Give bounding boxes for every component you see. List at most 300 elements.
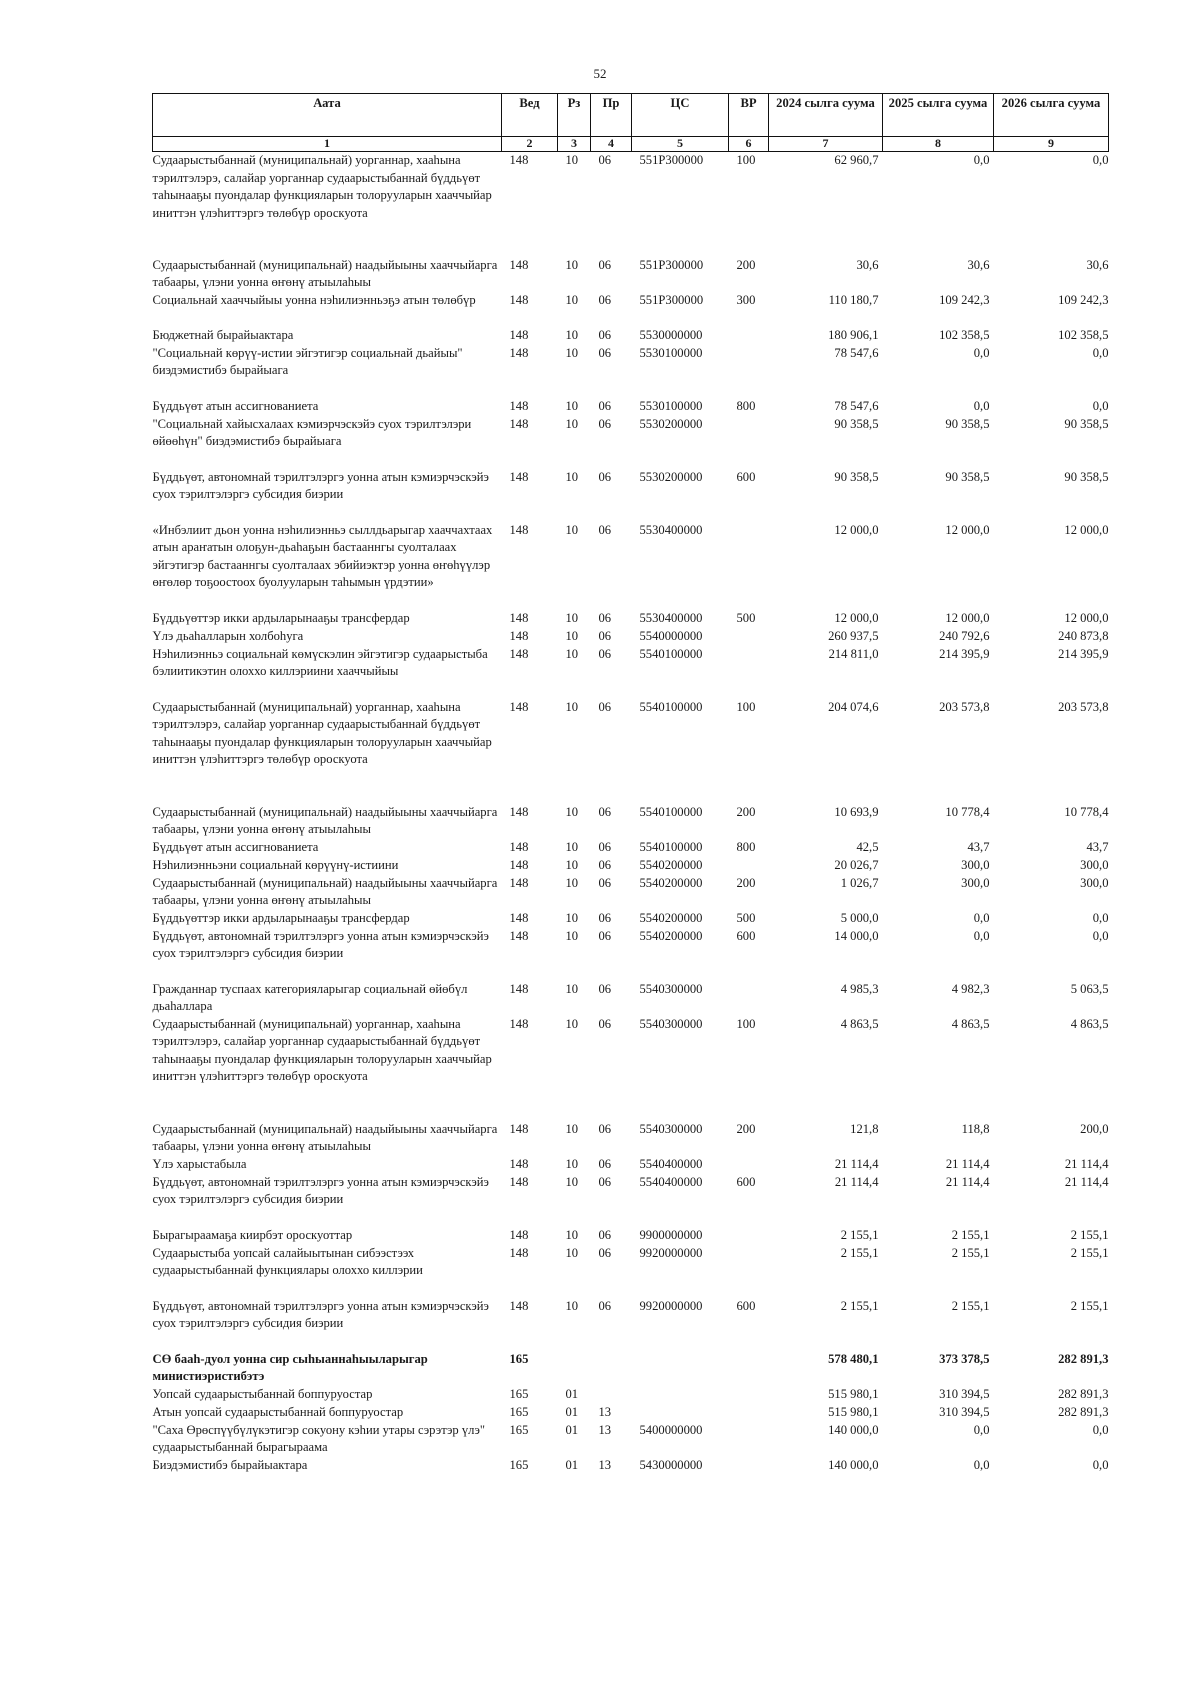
row-cs-cell: 551P300000 [639, 257, 704, 272]
row-cs-cell: 551P300000 [639, 292, 704, 307]
row-rz-cell: 10 [565, 1174, 579, 1189]
row-2025-cell: 2 155,1 [951, 1245, 990, 1260]
row-2025-cell: 373 378,5 [939, 1351, 990, 1366]
page-number: 52 [593, 66, 607, 81]
row-rz-cell: 10 [565, 1227, 579, 1242]
row-vr-cell: 100 [736, 153, 756, 167]
row-rz-cell: 10 [565, 981, 579, 996]
row-2026-cell: 282 891,3 [1058, 1351, 1109, 1366]
row-2025-cell: 21 114,4 [945, 1174, 990, 1189]
row-pr-cell: 06 [598, 857, 612, 872]
row-ved-cell: 148 [509, 1121, 529, 1136]
row-rz-cell: 10 [565, 628, 579, 643]
row-rz-cell: 10 [565, 699, 579, 714]
row-vr-cell [729, 1156, 769, 1174]
row-2024-cell: 2 155,1 [840, 1227, 879, 1242]
row-2024-cell: 10 693,9 [834, 804, 879, 819]
row-2025-cell: 90 358,5 [945, 469, 990, 484]
table-row [153, 981, 1109, 1016]
row-cs-cell: 5540200000 [639, 928, 703, 943]
row-ved-cell: 165 [509, 1457, 529, 1472]
row-name-cell: Үлэ дьаһалларын холбоһуга [152, 628, 304, 643]
table-row [153, 1457, 1109, 1475]
row-cs-cell: 5540300000 [639, 981, 703, 996]
row-2026-cell: 12 000,0 [1064, 522, 1109, 537]
row-rz-cell: 10 [565, 1245, 579, 1260]
row-rz-cell: 10 [565, 345, 579, 360]
row-vr-cell [729, 327, 769, 345]
row-name-cell: Судаарыстыбаннай (муниципальнай) уорганнар, хааһына тэрилтэлэрэ, салайар уорганнар судаарыстыбаннай бүддьүөт таһынааҕы пуондалар функцияларын толорууларын хааччыйар иниттэн үлэһиттэргэ төлөбүр ороскуота [152, 699, 492, 766]
row-2024-cell: 78 547,6 [834, 398, 879, 413]
row-name-cell: Судаарыстыбаннай (муниципальнай) наадыйыыны хааччыйарга табаары, үлэни уонна өҥөнү атыылаһыы [152, 257, 498, 289]
row-ved-cell: 148 [509, 1016, 529, 1031]
row-2024-cell: 204 074,6 [828, 699, 879, 714]
row-rz-cell: 10 [565, 1298, 579, 1313]
row-ved-cell: 148 [509, 257, 529, 272]
budget-table-sheet [152, 93, 1108, 1475]
row-pr-cell: 06 [598, 699, 612, 714]
table-row [153, 292, 1109, 327]
row-vr-cell: 600 [736, 1174, 756, 1189]
row-2025-cell: 12 000,0 [945, 522, 990, 537]
table-row [153, 1227, 1109, 1245]
row-vr-cell [729, 646, 769, 699]
row-rz-cell: 10 [565, 857, 579, 872]
row-ved-cell: 148 [509, 1227, 529, 1242]
row-cs-cell: 5540100000 [639, 646, 703, 661]
row-ved-cell: 165 [509, 1422, 529, 1437]
row-2024-cell: 90 358,5 [834, 416, 879, 431]
row-cs-cell: 5530100000 [639, 398, 703, 413]
budget-table [152, 93, 1109, 1475]
table-row [153, 416, 1109, 469]
row-ved-cell: 148 [509, 469, 529, 484]
row-vr-cell: 100 [736, 699, 756, 714]
row-2025-cell: 43,7 [967, 839, 990, 854]
row-2024-cell: 1 026,7 [840, 875, 879, 890]
row-2024-cell: 260 937,5 [828, 628, 879, 643]
row-2025-cell: 0,0 [973, 153, 990, 167]
row-rz-cell: 10 [565, 416, 579, 431]
row-vr-cell: 200 [736, 804, 756, 819]
row-2026-cell: 2 155,1 [1070, 1298, 1109, 1313]
row-ved-cell: 148 [509, 610, 529, 625]
row-2025-cell: 300,0 [961, 875, 990, 890]
table-row [153, 522, 1109, 610]
row-2024-cell: 78 547,6 [834, 345, 879, 360]
row-pr-cell: 06 [598, 469, 612, 484]
table-row [153, 1121, 1109, 1156]
row-name-cell: Гражданнар туспаах категорияларыгар социальнай өйөбүл дьаһаллара [152, 981, 468, 1013]
row-2024-cell: 12 000,0 [834, 522, 879, 537]
row-2025-cell: 102 358,5 [939, 327, 990, 342]
row-pr-cell: 06 [598, 153, 612, 167]
row-name-cell: Бүддьүөт атын ассигнованиета [152, 398, 319, 413]
row-2025-cell: 310 394,5 [939, 1386, 990, 1401]
row-2026-cell: 0,0 [1092, 398, 1109, 413]
row-cs-cell: 551P300000 [639, 153, 704, 167]
row-2024-cell: 4 985,3 [840, 981, 879, 996]
row-ved-cell: 148 [509, 1156, 529, 1171]
header-cs: ЦС [632, 94, 729, 137]
row-2026-cell: 300,0 [1080, 875, 1109, 890]
table-row [153, 1245, 1109, 1298]
row-vr-cell: 600 [736, 928, 756, 943]
row-vr-cell [729, 1245, 769, 1298]
row-name-cell: Бүддьүөттэр икки ардыларынааҕы трансфердар [152, 910, 410, 925]
row-name-cell: Нэһилиэнньэ социальнай көмүскэлин эйгэтигэр судаарыстыба бэлиитикэтин олоххо киллэриини хааччыйыы [152, 646, 488, 678]
row-pr-cell: 06 [598, 398, 612, 413]
row-2024-cell: 30,6 [856, 257, 879, 272]
row-pr-cell: 06 [598, 1174, 612, 1189]
row-cs-cell: 5540100000 [639, 699, 703, 714]
row-pr-cell: 06 [598, 292, 612, 307]
table-row [153, 610, 1109, 628]
row-cs-cell: 5430000000 [639, 1457, 703, 1472]
row-2025-cell: 4 863,5 [951, 1016, 990, 1031]
row-name-cell: Бүддьүөт, автономнай тэрилтэлэргэ уонна атын кэмиэрчэскэйэ суох тэрилтэлэргэ субсидия биэрии [152, 928, 489, 960]
row-2025-cell: 0,0 [973, 1457, 990, 1472]
row-cs-cell [632, 1404, 729, 1422]
row-pr-cell: 13 [598, 1404, 612, 1419]
column-number: 2 [502, 137, 558, 152]
row-2026-cell: 0,0 [1092, 345, 1109, 360]
row-name-cell: Бүддьүөт, автономнай тэрилтэлэргэ уонна атын кэмиэрчэскэйэ суох тэрилтэлэргэ субсидия биэрии [152, 469, 489, 501]
row-2026-cell: 4 863,5 [1070, 1016, 1109, 1031]
row-vr-cell [729, 522, 769, 610]
row-2026-cell: 109 242,3 [1058, 292, 1109, 307]
row-rz-cell: 01 [565, 1386, 579, 1401]
row-2024-cell: 180 906,1 [828, 327, 879, 342]
row-2025-cell: 0,0 [973, 398, 990, 413]
row-2024-cell: 110 180,7 [828, 292, 879, 307]
table-row [153, 345, 1109, 398]
table-row [153, 1174, 1109, 1227]
row-ved-cell: 148 [509, 1245, 529, 1260]
row-2026-cell: 5 063,5 [1070, 981, 1109, 996]
row-rz-cell: 10 [565, 398, 579, 413]
row-2024-cell: 140 000,0 [828, 1422, 879, 1437]
row-cs-cell: 5540300000 [639, 1016, 703, 1031]
column-number: 1 [153, 137, 502, 152]
row-2025-cell: 0,0 [973, 1422, 990, 1437]
row-cs-cell: 5530400000 [639, 522, 703, 537]
row-pr-cell: 06 [598, 345, 612, 360]
table-header [153, 94, 1109, 152]
row-rz-cell [558, 1351, 591, 1386]
column-number: 3 [558, 137, 591, 152]
header-pr: Пр [591, 94, 632, 137]
row-rz-cell: 10 [565, 327, 579, 342]
row-ved-cell: 148 [509, 839, 529, 854]
row-name-cell: Биэдэмистибэ бырайыактара [152, 1457, 308, 1472]
row-pr-cell: 06 [598, 327, 612, 342]
row-vr-cell: 300 [736, 292, 756, 307]
row-2025-cell: 118,8 [961, 1121, 990, 1136]
row-pr-cell: 06 [598, 1227, 612, 1242]
row-pr-cell: 06 [598, 804, 612, 819]
row-2025-cell: 203 573,8 [939, 699, 990, 714]
row-vr-cell: 200 [736, 257, 756, 272]
row-2025-cell: 300,0 [961, 857, 990, 872]
table-row [153, 646, 1109, 699]
column-number: 4 [591, 137, 632, 152]
table-row [153, 699, 1109, 804]
row-ved-cell: 148 [509, 928, 529, 943]
row-ved-cell: 148 [509, 804, 529, 819]
row-cs-cell: 5530400000 [639, 610, 703, 625]
row-pr-cell: 06 [598, 1156, 612, 1171]
row-name-cell: Бүддьүөттэр икки ардыларынааҕы трансфердар [152, 610, 410, 625]
row-2024-cell: 578 480,1 [828, 1351, 879, 1366]
row-ved-cell: 148 [509, 910, 529, 925]
row-cs-cell: 9900000000 [639, 1227, 703, 1242]
table-row [153, 327, 1109, 345]
column-number: 9 [994, 137, 1109, 152]
row-ved-cell: 148 [509, 522, 529, 537]
row-vr-cell [729, 1351, 769, 1386]
row-cs-cell: 5400000000 [639, 1422, 703, 1437]
row-2025-cell: 12 000,0 [945, 610, 990, 625]
row-pr-cell: 06 [598, 928, 612, 943]
row-cs-cell: 5540000000 [639, 628, 703, 643]
row-rz-cell: 01 [565, 1422, 579, 1437]
row-2025-cell: 240 792,6 [939, 628, 990, 643]
row-2026-cell: 21 114,4 [1064, 1174, 1109, 1189]
row-name-cell: "Социальнай хайысхалаах кэмиэрчэскэйэ суох тэрилтэлэри өйөөһүн" биэдэмистибэ бырайыага [152, 416, 472, 448]
row-ved-cell: 148 [509, 327, 529, 342]
row-2024-cell: 214 811,0 [828, 646, 879, 661]
row-2024-cell: 90 358,5 [834, 469, 879, 484]
row-name-cell: Нэһилиэнньэни социальнай көрүүнү-истиини [152, 857, 399, 872]
table-row [153, 1422, 1109, 1457]
row-vr-cell: 500 [736, 610, 756, 625]
row-pr-cell: 06 [598, 257, 612, 272]
row-pr-cell: 06 [598, 839, 612, 854]
row-vr-cell [729, 1404, 769, 1422]
row-cs-cell: 5530200000 [639, 469, 703, 484]
column-number: 8 [883, 137, 994, 152]
row-2025-cell: 310 394,5 [939, 1404, 990, 1419]
row-vr-cell [729, 857, 769, 875]
header-2026: 2026 сылга суума [994, 94, 1109, 137]
row-rz-cell: 10 [565, 153, 579, 167]
table-row [153, 257, 1109, 292]
row-ved-cell: 148 [509, 875, 529, 890]
row-2026-cell: 282 891,3 [1058, 1404, 1109, 1419]
row-pr-cell: 06 [598, 1016, 612, 1031]
row-vr-cell [729, 1386, 769, 1404]
row-rz-cell: 10 [565, 522, 579, 537]
row-2026-cell: 200,0 [1080, 1121, 1109, 1136]
row-2024-cell: 21 114,4 [834, 1156, 879, 1171]
row-pr-cell: 06 [598, 628, 612, 643]
row-ved-cell: 148 [509, 981, 529, 996]
row-pr-cell: 06 [598, 610, 612, 625]
table-row [153, 928, 1109, 981]
row-2026-cell: 2 155,1 [1070, 1245, 1109, 1260]
table-row [153, 1404, 1109, 1422]
row-ved-cell: 148 [509, 857, 529, 872]
row-2026-cell: 12 000,0 [1064, 610, 1109, 625]
row-cs-cell: 5530000000 [639, 327, 703, 342]
table-row [153, 839, 1109, 857]
row-vr-cell [729, 416, 769, 469]
row-2025-cell: 4 982,3 [951, 981, 990, 996]
row-rz-cell: 10 [565, 469, 579, 484]
row-2025-cell: 2 155,1 [951, 1227, 990, 1242]
row-2026-cell: 0,0 [1092, 910, 1109, 925]
row-2024-cell: 5 000,0 [840, 910, 879, 925]
row-cs-cell: 5530200000 [639, 416, 703, 431]
row-vr-cell: 800 [736, 839, 756, 854]
row-rz-cell: 10 [565, 910, 579, 925]
row-rz-cell: 10 [565, 928, 579, 943]
row-vr-cell: 600 [736, 1298, 756, 1313]
row-pr-cell: 06 [598, 416, 612, 431]
row-2024-cell: 21 114,4 [834, 1174, 879, 1189]
row-name-cell: Бүддьүөт атын ассигнованиета [152, 839, 319, 854]
row-pr-cell: 13 [598, 1457, 612, 1472]
table-row [153, 398, 1109, 416]
table-row [153, 1016, 1109, 1121]
row-cs-cell: 9920000000 [639, 1298, 703, 1313]
row-2026-cell: 90 358,5 [1064, 416, 1109, 431]
row-pr-cell: 06 [598, 981, 612, 996]
row-pr-cell: 06 [598, 910, 612, 925]
row-2024-cell: 42,5 [856, 839, 879, 854]
row-2026-cell: 0,0 [1092, 153, 1109, 167]
row-cs-cell: 5540200000 [639, 875, 703, 890]
row-2025-cell: 0,0 [973, 910, 990, 925]
row-cs-cell: 5540400000 [639, 1156, 703, 1171]
row-vr-cell: 100 [736, 1016, 756, 1031]
row-2024-cell: 515 980,1 [828, 1386, 879, 1401]
row-2026-cell: 282 891,3 [1058, 1386, 1109, 1401]
row-rz-cell: 10 [565, 1156, 579, 1171]
row-name-cell: "Саха Өрөспүүбүлүкэтигэр сокуону кэһии утары сэрэтэр үлэ" судаарыстыбаннай бырагыраама [152, 1422, 485, 1454]
table-row [153, 1298, 1109, 1351]
row-2026-cell: 102 358,5 [1058, 327, 1109, 342]
row-vr-cell [729, 628, 769, 646]
row-name-cell: Социальнай хааччыйыы уонна нэһилиэнньэҕэ атын төлөбүр [152, 292, 476, 307]
row-2025-cell: 2 155,1 [951, 1298, 990, 1313]
row-pr-cell [591, 1386, 632, 1404]
row-2024-cell: 515 980,1 [828, 1404, 879, 1419]
table-row [153, 1386, 1109, 1404]
row-rz-cell: 10 [565, 610, 579, 625]
row-ved-cell: 148 [509, 699, 529, 714]
row-2025-cell: 10 778,4 [945, 804, 990, 819]
row-2025-cell: 90 358,5 [945, 416, 990, 431]
row-name-cell: «Инбэлиит дьон уонна нэһилиэнньэ сыллдьарыгар хааччахтаах атын араҥатын олоҕун-дьаһаҕын бастааннгы суолталаах эйгэтигэр бастааннгы суолталаах эбийиэктэр уонна өҥөһүүлэр өҥөлөр тоҕоостоох буолууларын таһымын үрдэтии» [152, 522, 493, 589]
row-cs-cell: 5530100000 [639, 345, 703, 360]
header-rz: Рз [558, 94, 591, 137]
row-ved-cell: 148 [509, 292, 529, 307]
row-ved-cell: 148 [509, 398, 529, 413]
row-ved-cell: 148 [509, 416, 529, 431]
row-cs-cell [632, 1351, 729, 1386]
row-vr-cell: 200 [736, 1121, 756, 1136]
row-2024-cell: 140 000,0 [828, 1457, 879, 1472]
table-body [153, 152, 1109, 1475]
row-vr-cell [729, 1227, 769, 1245]
row-cs-cell [632, 1386, 729, 1404]
row-vr-cell: 800 [736, 398, 756, 413]
row-2025-cell: 214 395,9 [939, 646, 990, 661]
row-name-cell: Судаарыстыбаннай (муниципальнай) уорганнар, хааһына тэрилтэлэрэ, салайар уорганнар судаарыстыбаннай бүддьүөт таһынааҕы пуондалар функцияларын толорууларын хааччыйар иниттэн үлэһиттэргэ төлөбүр ороскуота [152, 153, 492, 220]
row-name-cell: Судаарыстыбаннай (муниципальнай) уорганнар, хааһына тэрилтэлэрэ, салайар уорганнар судаарыстыбаннай бүддьүөт таһынааҕы пуондалар функцияларын толорууларын хааччыйар иниттэн үлэһиттэргэ төлөбүр ороскуота [152, 1016, 492, 1083]
row-name-cell: Судаарыстыбаннай (муниципальнай) наадыйыыны хааччыйарга табаары, үлэни уонна өҥөнү атыылаһыы [152, 1121, 498, 1153]
row-2026-cell: 90 358,5 [1064, 469, 1109, 484]
table-row [153, 857, 1109, 875]
row-name-cell: Бюджетнай бырайыактара [152, 327, 294, 342]
row-name-cell: Судаарыстыбаннай (муниципальнай) наадыйыыны хааччыйарга табаары, үлэни уонна өҥөнү атыылаһыы [152, 875, 498, 907]
table-row [153, 1351, 1109, 1386]
row-rz-cell: 01 [565, 1404, 579, 1419]
column-number: 6 [729, 137, 769, 152]
row-cs-cell: 9920000000 [639, 1245, 703, 1260]
row-vr-cell: 200 [736, 875, 756, 890]
row-2024-cell: 14 000,0 [834, 928, 879, 943]
row-2026-cell: 30,6 [1086, 257, 1109, 272]
row-ved-cell: 148 [509, 1298, 529, 1313]
row-name-cell: "Социальнай көрүү-истии эйгэтигэр социальнай дьайыы" биэдэмистибэ бырайыага [152, 345, 463, 377]
row-name-cell: Уопсай судаарыстыбаннай боппуруостар [152, 1386, 373, 1401]
row-cs-cell: 5540100000 [639, 839, 703, 854]
row-rz-cell: 10 [565, 804, 579, 819]
row-rz-cell: 10 [565, 257, 579, 272]
row-2026-cell: 21 114,4 [1064, 1156, 1109, 1171]
row-pr-cell: 06 [598, 1245, 612, 1260]
header-2025: 2025 сылга суума [883, 94, 994, 137]
table-row [153, 875, 1109, 910]
row-vr-cell: 500 [736, 910, 756, 925]
row-cs-cell: 5540200000 [639, 910, 703, 925]
row-cs-cell: 5540200000 [639, 857, 703, 872]
row-2025-cell: 0,0 [973, 928, 990, 943]
row-ved-cell: 165 [509, 1386, 529, 1401]
table-row [153, 910, 1109, 928]
row-vr-cell [729, 1422, 769, 1457]
row-ved-cell: 165 [509, 1351, 529, 1366]
row-pr-cell: 06 [598, 1121, 612, 1136]
row-ved-cell: 148 [509, 646, 529, 661]
row-pr-cell [591, 1351, 632, 1386]
row-pr-cell: 06 [598, 875, 612, 890]
table-row [153, 628, 1109, 646]
row-name-cell: Судаарыстыбаннай (муниципальнай) наадыйыыны хааччыйарга табаары, үлэни уонна өҥөнү атыылаһыы [152, 804, 498, 836]
row-2024-cell: 121,8 [850, 1121, 879, 1136]
row-ved-cell: 148 [509, 1174, 529, 1189]
row-2024-cell: 62 960,7 [834, 153, 879, 167]
row-2024-cell: 2 155,1 [840, 1298, 879, 1313]
table-row [153, 152, 1109, 257]
row-ved-cell: 165 [509, 1404, 529, 1419]
row-rz-cell: 10 [565, 1016, 579, 1031]
row-2026-cell: 10 778,4 [1064, 804, 1109, 819]
row-2026-cell: 2 155,1 [1070, 1227, 1109, 1242]
row-rz-cell: 01 [565, 1457, 579, 1472]
row-name-cell: Бүддьүөт, автономнай тэрилтэлэргэ уонна атын кэмиэрчэскэйэ суох тэрилтэлэргэ субсидия биэрии [152, 1174, 489, 1206]
row-2024-cell: 4 863,5 [840, 1016, 879, 1031]
row-pr-cell: 06 [598, 1298, 612, 1313]
header-ved: Вед [502, 94, 558, 137]
header-vr: ВР [729, 94, 769, 137]
row-rz-cell: 10 [565, 646, 579, 661]
row-pr-cell: 06 [598, 646, 612, 661]
row-vr-cell [729, 345, 769, 398]
